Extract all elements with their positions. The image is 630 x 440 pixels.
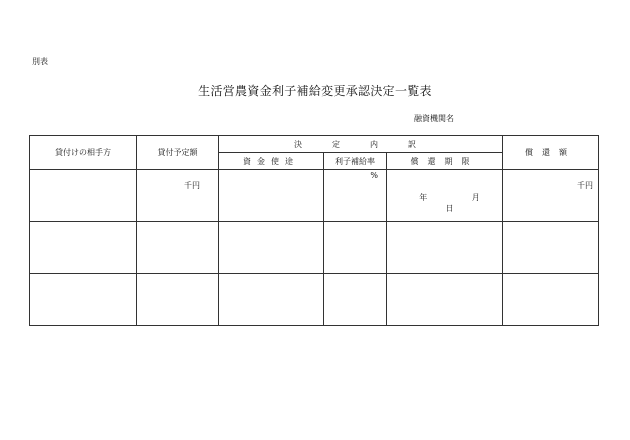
- document-title: 生活営農資金利子補給変更承認決定一覧表: [198, 84, 432, 98]
- cell-fund-use[interactable]: [219, 222, 324, 274]
- unit-day: 日: [445, 204, 454, 213]
- cell-repayment-amount[interactable]: [503, 222, 599, 274]
- cell-interest-rate[interactable]: [324, 170, 387, 222]
- cell-repayment-amount[interactable]: [503, 170, 599, 222]
- header-decision-breakdown: 決 定 内 訳: [219, 136, 503, 153]
- table-row: [30, 170, 599, 222]
- cell-fund-use[interactable]: [219, 170, 324, 222]
- header-fund-use: 資金使途: [219, 153, 324, 170]
- cell-interest-rate[interactable]: [324, 222, 387, 274]
- header-planned-amount: 貸付予定額: [137, 136, 219, 170]
- header-borrower: 貸付けの相手方: [30, 136, 137, 170]
- cell-repayment-period[interactable]: [387, 222, 503, 274]
- cell-planned-amount[interactable]: [137, 274, 219, 326]
- document-label: 別表: [32, 57, 48, 66]
- decision-table: [29, 135, 599, 326]
- cell-borrower[interactable]: [30, 274, 137, 326]
- cell-repayment-amount[interactable]: [503, 274, 599, 326]
- unit-yen-thousand: 千円: [577, 181, 594, 190]
- cell-borrower[interactable]: [30, 170, 137, 222]
- cell-borrower[interactable]: [30, 222, 137, 274]
- cell-planned-amount[interactable]: [137, 222, 219, 274]
- table-row: [30, 274, 599, 326]
- table-row: [30, 222, 599, 274]
- cell-repayment-period[interactable]: [387, 274, 503, 326]
- cell-planned-amount[interactable]: [137, 170, 219, 222]
- cell-fund-use[interactable]: [219, 274, 324, 326]
- cell-interest-rate[interactable]: [324, 274, 387, 326]
- institution-name-label: 融資機関名: [414, 114, 454, 123]
- header-interest-rate: 利子補給率: [324, 153, 387, 170]
- unit-month: 月: [471, 193, 480, 202]
- header-repayment-amount: 償還額: [503, 136, 599, 170]
- cell-repayment-period[interactable]: [387, 170, 503, 222]
- unit-yen-thousand: 千円: [184, 181, 200, 190]
- unit-percent: %: [370, 171, 378, 180]
- unit-year: 年: [419, 193, 428, 202]
- date-units: [387, 192, 490, 214]
- header-row-top: [30, 136, 599, 153]
- header-repayment-period: 償還期限: [387, 153, 503, 170]
